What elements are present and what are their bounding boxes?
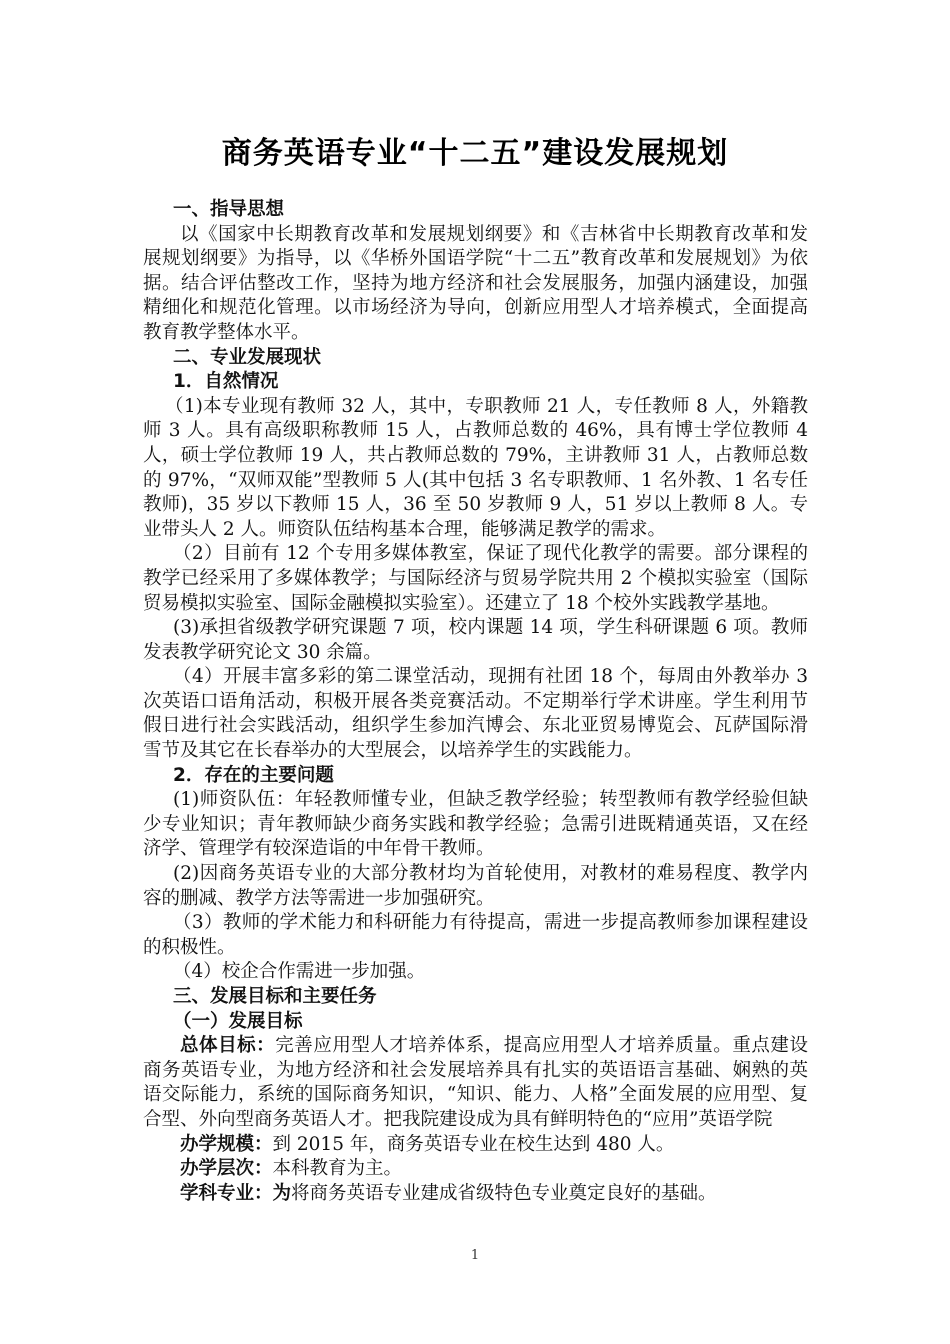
lead-text: 到 2015 年，商务英语专业在校生达到 480 人。 [272,1133,675,1155]
paragraph-school-level [143,1157,808,1182]
section-heading-goals-tasks: 三、发展目标和主要任务 [173,986,377,1007]
page-number: 1 [470,1248,480,1263]
paragraph: （1)本专业现有教师 32 人，其中，专职教师 21 人，专任教师 8 人，外籍教师 3 人。具有高级职称教师 15 人，占教师总数的 46%，具有博士学位教师 4 人，硕士学位教师 19 人，共占教师总数的 79%，主讲教师 31 人，占教师总数的 97%，“双师双能”型教师 5 人(其中包括 3 名专职教师、1 名外教、1 名专任教师)，35 岁以下教师 15 人，36 至 50 岁教师 9 人，51 岁以上教师 8 人。专业带头人 2 人。师资队伍结构基本合理，能够满足教学的需求。 [143,395,808,540]
subsection-heading-development-goals: （一）发展目标 [173,1010,303,1032]
paragraph: （2）目前有 12 个专用多媒体教室，保证了现代化教学的需要。部分课程的教学已经采用了多媒体教学；与国际经济与贸易学院共用 2 个模拟实验室（国际贸易模拟实验室、国际金融模拟实验室）。还建立了 18 个校外实践教学基地。 [143,543,808,614]
subsection-heading-natural-conditions: 1．自然情况 [173,371,279,393]
paragraph: 以《国家中长期教育改革和发展规划纲要》和《吉林省中长期教育改革和发展规划纲要》为指导，以《华桥外国语学院“十二五”教育改革和发展规划》为依据。结合评估整改工作，坚持为地方经济和社会发展服务，加强内涵建设，加强精细化和规范化管理。以市场经济为导向，创新应用型人才培养模式，全面提高教育教学整体水平。 [143,223,808,343]
lead-label: 办学规模： [180,1133,273,1155]
paragraph: (2)因商务英语专业的大部分教材均为首轮使用，对教材的难易程度、教学内容的删减、教学方法等需进一步加强研究。 [143,863,808,909]
paragraph: (3)承担省级教学研究课题 7 项，校内课题 14 项，学生科研课题 6 项。教师发表教学研究论文 30 余篇。 [143,617,808,663]
lead-text: 完善应用型人才培养体系，提高应用型人才培养质量。重点建设商务英语专业，为地方经济和社会发展培养具有扎实的英语语言基础、娴熟的英语交际能力，系统的国际商务知识，“知识、能力、人格”全面发展的应用型、复合型、外向型商务英语人才。把我院建设成为具有鲜明特色的“应用”英语学院 [143,1035,808,1130]
paragraph-overall-goal [143,1034,808,1132]
paragraph-school-scale [143,1133,808,1158]
lead-label: 学科专业：为 [180,1182,292,1204]
lead-label: 总体目标： [180,1035,276,1057]
paragraph: （4）开展丰富多彩的第二课堂活动，现拥有社团 18 个，每周由外教举办 3 次英语口语角活动，积极开展各类竞赛活动。不定期举行学术讲座。学生利用节假日进行社会实践活动，组织学生参加汽博会、东北亚贸易博览会、瓦萨国际滑雪节及其它在长春举办的大型展会，以培养学生的实践能力。 [143,666,808,762]
subsection-heading-main-problems: 2．存在的主要问题 [173,764,334,786]
section-heading-guiding-thought: 一、指导思想 [173,199,285,220]
document-body [143,198,808,1206]
paragraph: (1)师资队伍：年轻教师懂专业，但缺乏教学经验；转型教师有教学经验但缺少专业知识；青年教师缺少商务实践和教学经验；急需引进既精通英语，又在经济学、管理学有较深造诣的中年骨干教师。 [143,789,808,860]
document-title: 商务英语专业“十二五”建设发展规划 [221,136,729,171]
lead-label: 办学层次： [180,1158,273,1180]
lead-text: 将商务英语专业建成省级特色专业奠定良好的基础。 [291,1182,717,1204]
paragraph-discipline [143,1182,808,1207]
section-heading-current-status: 二、专业发展现状 [173,346,322,368]
paragraph: （4）校企合作需进一步加强。 [173,961,426,983]
lead-text: 本科教育为主。 [272,1158,403,1180]
paragraph: （3）教师的学术能力和科研能力有待提高，需进一步提高教师参加课程建设的积极性。 [143,912,808,958]
